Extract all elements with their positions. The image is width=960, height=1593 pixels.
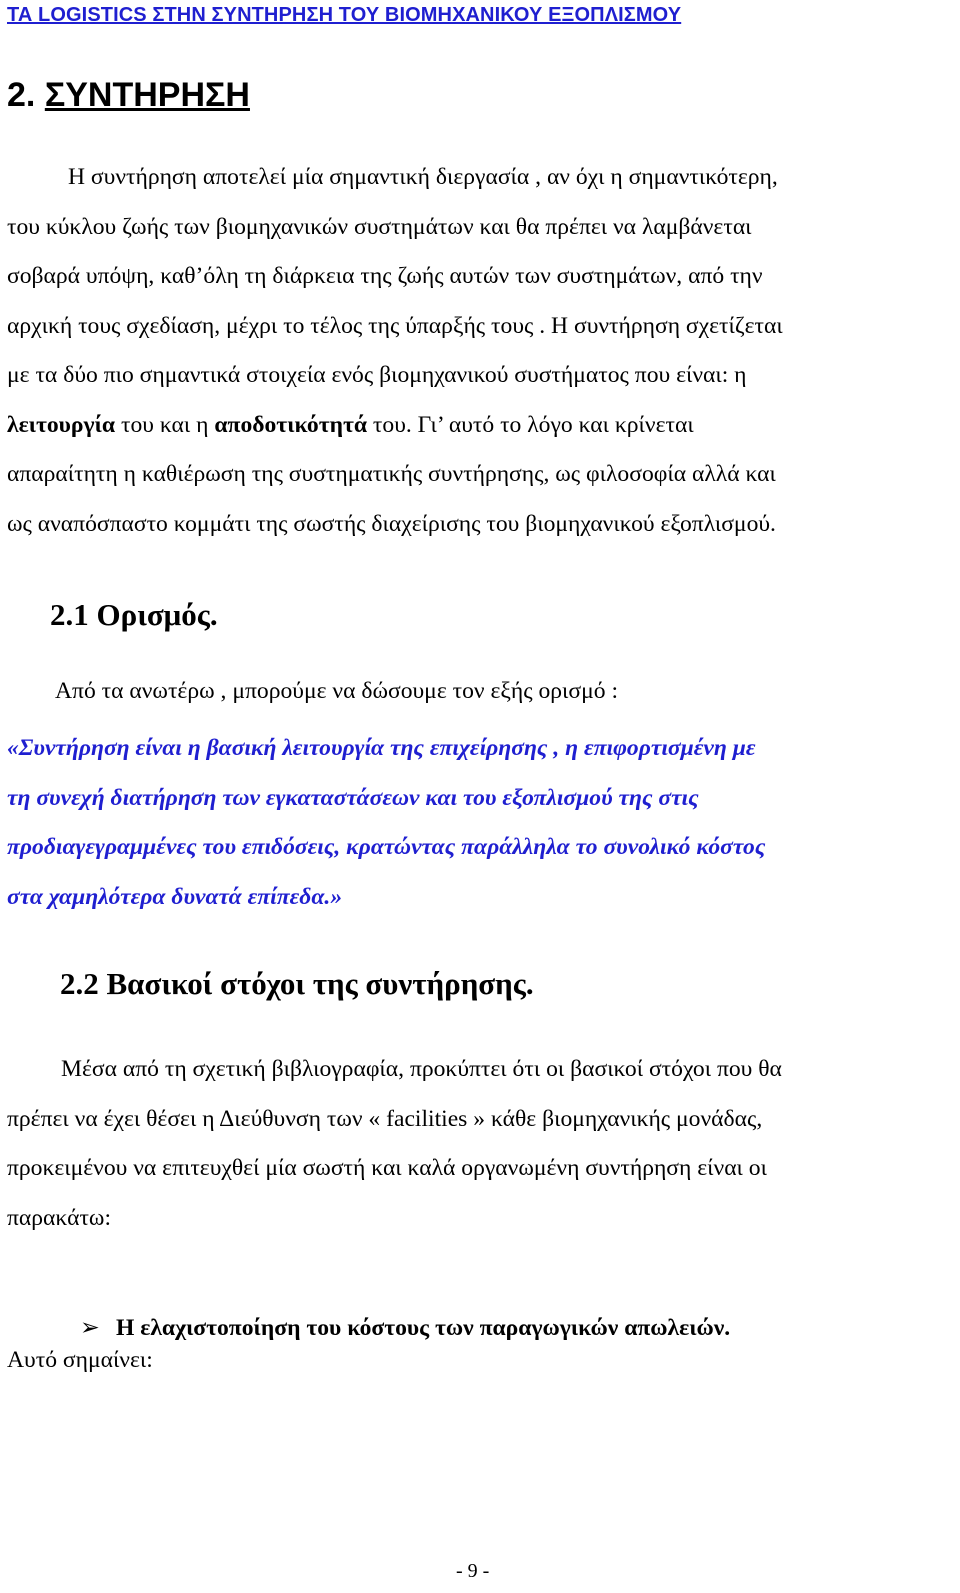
section-heading [7, 76, 250, 115]
goals-line-3: προκειμένου να επιτευχθεί μία σωστή και καλά οργανωμένη συντήρηση είναι οι [7, 1155, 767, 1181]
intro-line-6 [7, 401, 957, 451]
intro-line-2: του κύκλου ζωής των βιομηχανικών συστημάτων και θα πρέπει να λαμβάνεται [7, 213, 752, 240]
goals-paragraph [7, 1045, 957, 1243]
quote-line-4: στα χαμηλότερα δυνατά επίπεδα.» [7, 883, 343, 910]
intro-line-4: αρχική τους σχεδίαση, μέχρι το τέλος της ύπαρξής τους . Η συντήρηση σχετίζεται [7, 312, 783, 339]
definition-quote [7, 724, 765, 922]
document-header: ΤΑ LOGISTICS ΣΤΗΝ ΣΥΝΤΗΡΗΣΗ ΤΟΥ ΒΙΟΜΗΧΑΝΙΚΟΥ ΕΞΟΠΛΙΣΜΟΥ [7, 4, 682, 26]
goal-bullet-item [80, 1313, 730, 1342]
intro-line-8: ως αναπόσπαστο κομμάτι της σωστής διαχείρισης του βιομηχανικού εξοπλισμού. [7, 510, 776, 537]
goals-line-2: πρέπει να έχει θέσει η Διεύθυνση των « facilities » κάθε βιομηχανικής μονάδας, [7, 1105, 763, 1132]
section-number: 2. [7, 76, 36, 114]
intro-line-3: σοβαρά υπόψη, καθ’όλη τη διάρκεια της ζωής αυτών των συστημάτων, από την [7, 263, 763, 289]
section-title: ΣΥΝΤΗΡΗΣΗ [44, 76, 250, 114]
goal-bullet-text: Η ελαχιστοποίηση του κόστους των παραγωγικών απωλειών. [116, 1315, 731, 1341]
quote-line-2: τη συνεχή διατήρηση των εγκαταστάσεων και του εξοπλισμού της στις [7, 784, 699, 811]
intro-paragraph [7, 153, 957, 549]
arrow-bullet-icon: ➢ [80, 1313, 100, 1341]
definition-heading: 2.1 Ορισμός. [50, 597, 218, 632]
goal-explanation-lead: Αυτό σημαίνει: [7, 1347, 153, 1373]
intro-line-6-mid: του και η [115, 411, 215, 438]
definition-lead [7, 667, 957, 717]
bold-term-apodotikotita: αποδοτικότητά [214, 411, 368, 438]
intro-line-1: Η συντήρηση αποτελεί μία σημαντική διεργασία , αν όχι η σημαντικότερη, [68, 164, 778, 190]
intro-line-6-end: του. Γι’ αυτό το λόγο και κρίνεται [367, 411, 694, 438]
quote-line-1: «Συντήρηση είναι η βασική λειτουργία της επιχείρησης , η επιφορτισμένη με [7, 735, 756, 761]
intro-line-5: με τα δύο πιο σημαντικά στοιχεία ενός βιομηχανικού συστήματος που είναι: η [7, 362, 747, 388]
goals-heading: 2.2 Βασικοί στόχοι της συντήρησης. [60, 966, 534, 1001]
goals-line-4: παρακάτω: [7, 1204, 112, 1231]
goals-line-1: Μέσα από τη σχετική βιβλιογραφία, προκύπτει ότι οι βασικοί στόχοι που θα [61, 1056, 782, 1082]
definition-lead-line: Από τα ανωτέρω , μπορούμε να δώσουμε τον εξής ορισμό : [55, 678, 619, 704]
bold-term-leitourgia: λειτουργία [7, 411, 116, 438]
intro-line-7: απαραίτητη η καθιέρωση της συστηματικής συντήρησης, ως φιλοσοφία αλλά και [7, 461, 776, 487]
page-number: - 9 - [456, 1560, 490, 1582]
quote-line-3: προδιαγεγραμμένες του επιδόσεις, κρατώντας παράλληλα το συνολικό κόστος [7, 834, 766, 860]
